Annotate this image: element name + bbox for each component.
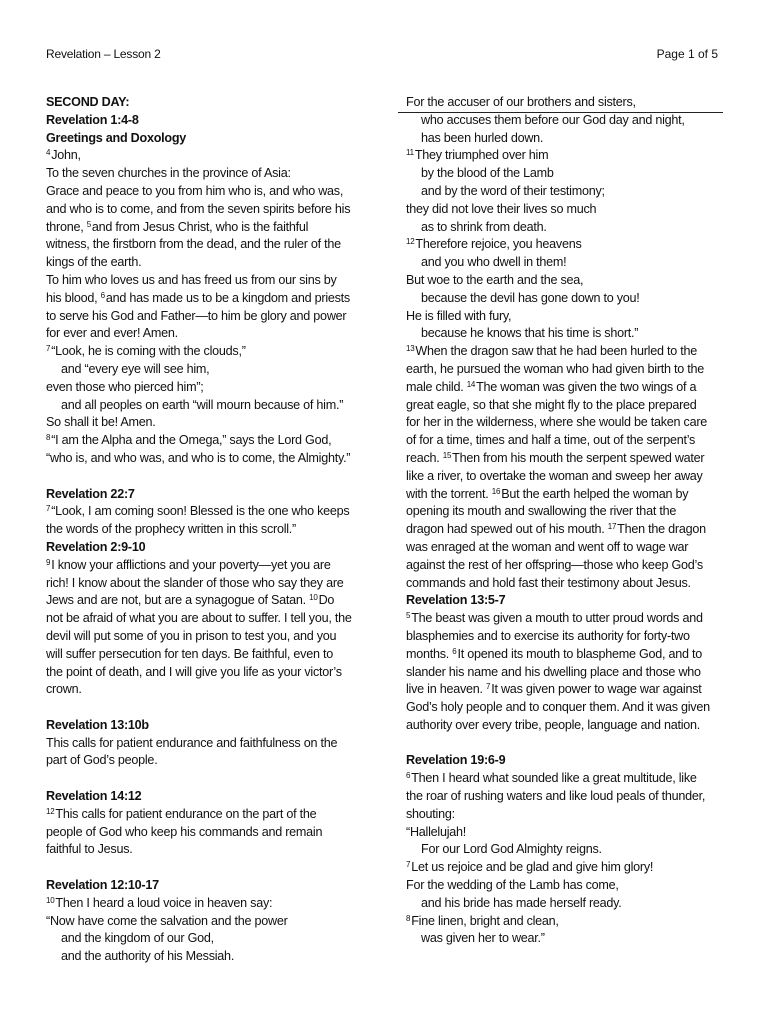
line-text: Then the dragon [617, 522, 706, 537]
line-text: and the authority of his Messiah. [61, 949, 235, 964]
line-text: male child. [406, 379, 467, 394]
text-line [406, 930, 726, 948]
line-text: God’s holy people and to conquer them. And it was given [406, 700, 710, 715]
text-line [406, 201, 726, 219]
line-text: Grace and peace to you from him who is, and who was, [46, 183, 344, 198]
text-line [46, 557, 358, 575]
verse-number: 7 [46, 344, 51, 354]
text-line [406, 717, 726, 735]
text-line [46, 308, 358, 326]
line-text: of for a time, times and half a time, out of the serpent’s [406, 433, 696, 448]
text-line [406, 646, 726, 664]
text-line [46, 450, 358, 468]
text-line [406, 450, 726, 468]
verse-number: 12 [46, 806, 55, 816]
line-text: for her in the wilderness, where she would be taken care [406, 415, 708, 430]
text-line [406, 397, 726, 415]
text-line [46, 503, 358, 521]
line-text: as to shrink from death. [421, 219, 547, 234]
line-text: Do [318, 593, 335, 608]
section-heading [46, 717, 358, 735]
verse-number: 8 [406, 913, 411, 923]
line-text: will suffer persecution for ten days. Be faithful, even to [46, 646, 333, 661]
text-line [46, 628, 358, 646]
text-line [46, 183, 358, 201]
running-header-title: Revelation – Lesson 2 [46, 47, 161, 61]
line-text: “who is, and who was, and who is to come, the Almighty.” [46, 450, 351, 465]
line-text: Revelation 12:10-17 [46, 878, 159, 893]
text-line [406, 486, 726, 504]
verse-number: 10 [46, 895, 55, 905]
text-line [406, 290, 726, 308]
section-heading [46, 130, 358, 148]
text-line [406, 824, 726, 842]
text-line [406, 183, 726, 201]
left-column [46, 94, 358, 966]
line-text: the words of the prophecy written in this scroll.” [46, 522, 296, 537]
verse-number: 17 [607, 522, 617, 532]
text-line [46, 806, 358, 824]
line-text: So shall it be! Amen. [46, 415, 156, 430]
text-line [406, 681, 726, 699]
line-text: “Hallelujah! [406, 824, 466, 839]
text-line [406, 379, 726, 397]
text-line [46, 913, 358, 931]
text-line [46, 147, 358, 165]
line-text: and you who dwell in them! [421, 255, 567, 270]
verse-number: 9 [46, 557, 51, 567]
page-number: Page 1 of 5 [656, 47, 718, 61]
verse-number: 10 [309, 593, 318, 603]
text-line [406, 147, 726, 165]
text-line [46, 752, 358, 770]
line-text: For the accuser of our brothers and sisters, [406, 95, 636, 109]
line-text: Revelation 1:4-8 [46, 112, 139, 127]
verse-number: 16 [491, 486, 501, 496]
line-text: and has made us to be a kingdom and priests [105, 290, 350, 305]
text-line [46, 397, 358, 415]
text-line [406, 610, 726, 628]
text-line [46, 290, 358, 308]
verse-number: 7 [46, 504, 51, 514]
section-heading [406, 752, 726, 770]
line-text: they did not love their lives so much [406, 201, 597, 216]
verse-number: 5 [86, 219, 91, 229]
line-text: with the torrent. [406, 486, 492, 501]
text-line [406, 468, 726, 486]
text-line [406, 272, 726, 290]
text-line [406, 895, 726, 913]
line-text: This calls for patient endurance and faithfulness on the [46, 735, 338, 750]
text-line [46, 432, 358, 450]
line-text: blasphemies and to exercise its authority for forty-two [406, 628, 690, 643]
text-line [406, 432, 726, 450]
line-text: reach. [406, 450, 443, 465]
text-line [46, 219, 358, 237]
text-line [46, 201, 358, 219]
line-text: crown. [46, 682, 82, 697]
line-text: and who is to come, and from the seven spirits before his [46, 201, 351, 216]
line-text: because he knows that his time is short.” [421, 326, 639, 341]
verse-number: 7 [486, 682, 491, 692]
verse-number: 5 [406, 611, 411, 621]
text-line [406, 806, 726, 824]
section-heading [46, 486, 358, 504]
line-text: shouting: [406, 806, 455, 821]
line-text: throne, [46, 219, 87, 234]
line-text: the roar of rushing waters and like loud peals of thunder, [406, 789, 706, 804]
verse-number: 11 [406, 148, 414, 158]
line-text: Then I heard a loud voice in heaven say: [55, 895, 273, 910]
text-line [406, 503, 726, 521]
line-text: It opened its mouth to blaspheme God, and to [457, 646, 703, 661]
line-text: against the rest of her offspring—those who keep God’s [406, 557, 703, 572]
line-text: Revelation 13:5-7 [406, 593, 506, 608]
text-line [406, 628, 726, 646]
line-text: to serve his God and Father—to him be glory and power [46, 308, 347, 323]
line-text: opening its mouth and swallowing the river that the [406, 504, 677, 519]
line-text: Jews and are not, but are a synagogue of Satan. [46, 593, 310, 608]
text-line [46, 343, 358, 361]
line-text: It was given power to wage war against [491, 682, 702, 697]
text-line [406, 664, 726, 682]
line-text: authority over every tribe, people, language and nation. [406, 717, 701, 732]
line-text: who accuses them before our God day and night, [421, 112, 685, 127]
text-line [406, 361, 726, 379]
line-text: months. [406, 646, 453, 661]
text-line [46, 414, 358, 432]
line-text: Revelation 13:10b [46, 717, 149, 732]
line-text: and “every eye will see him, [61, 361, 210, 376]
line-text: Greetings and Doxology [46, 130, 187, 145]
line-text: rich! I know about the slander of those who say they are [46, 575, 344, 590]
text-line [46, 664, 358, 682]
line-text: “Now have come the salvation and the power [46, 913, 288, 928]
text-line [406, 859, 726, 877]
line-text: and all peoples on earth “will mourn because of him.” [61, 397, 344, 412]
line-text: Revelation 2:9-10 [46, 539, 146, 554]
text-line [406, 325, 726, 343]
text-line [46, 930, 358, 948]
section-heading [46, 788, 358, 806]
line-text: witness, the firstborn from the dead, and the ruler of the [46, 237, 341, 252]
text-line [46, 521, 358, 539]
text-line [406, 94, 726, 112]
line-text: because the devil has gone down to you! [421, 290, 640, 305]
line-text: To the seven churches in the province of Asia: [46, 166, 291, 181]
verse-number: 8 [46, 433, 51, 443]
verse-number: 7 [406, 860, 411, 870]
text-line [46, 681, 358, 699]
text-line [46, 895, 358, 913]
text-line [406, 788, 726, 806]
text-line [46, 361, 358, 379]
text-line [406, 699, 726, 717]
line-text: people of God who keep his commands and remain [46, 824, 323, 839]
line-text: dragon had spewed out of his mouth. [406, 522, 608, 537]
line-text: for ever and ever! Amen. [46, 326, 178, 341]
text-line [406, 575, 726, 593]
line-text: slander his name and his dwelling place and those who [406, 664, 701, 679]
text-line [406, 112, 726, 130]
verse-number: 6 [452, 646, 457, 656]
text-line [46, 646, 358, 664]
text-line [46, 325, 358, 343]
line-text: faithful to Jesus. [46, 842, 133, 857]
text-line [406, 877, 726, 895]
text-line [46, 592, 358, 610]
line-text: live in heaven. [406, 682, 487, 697]
line-text: part of God’s people. [46, 753, 158, 768]
text-line [406, 308, 726, 326]
line-text: Revelation 14:12 [46, 789, 142, 804]
text-line [406, 219, 726, 237]
line-text: “Look, he is coming with the clouds,” [51, 344, 246, 359]
text-line [46, 254, 358, 272]
text-line [406, 236, 726, 254]
line-text: Fine linen, bright and clean, [411, 913, 559, 928]
text-line [406, 165, 726, 183]
text-line [46, 824, 358, 842]
verse-number: 4 [46, 148, 51, 158]
line-text: the point of death, and I will give you life as your victor’s [46, 664, 342, 679]
section-heading [46, 94, 358, 112]
line-text: even those who pierced him”; [46, 379, 204, 394]
line-text: was enraged at the woman and went off to wage war [406, 539, 689, 554]
text-line [46, 165, 358, 183]
line-text: “Look, I am coming soon! Blessed is the one who keeps [51, 504, 350, 519]
line-text: and his bride has made herself ready. [421, 895, 622, 910]
verse-number: 6 [100, 290, 105, 300]
line-text: Therefore rejoice, you heavens [415, 237, 582, 252]
line-text: commands and hold fast their testimony about Jesus. [406, 575, 691, 590]
line-text: They triumphed over him [414, 148, 549, 163]
text-line [46, 735, 358, 753]
line-text: kings of the earth. [46, 255, 142, 270]
line-text: by the blood of the Lamb [421, 166, 554, 181]
text-line [46, 379, 358, 397]
text-line [46, 575, 358, 593]
line-text: For our Lord God Almighty reigns. [421, 842, 602, 857]
line-text: This calls for patient endurance on the part of the [55, 806, 317, 821]
line-text: like a river, to overtake the woman and sweep her away [406, 468, 703, 483]
section-heading [46, 112, 358, 130]
line-text: Revelation 19:6-9 [406, 753, 506, 768]
text-line [406, 841, 726, 859]
text-line [46, 841, 358, 859]
text-line [46, 236, 358, 254]
line-text: SECOND DAY: [46, 95, 130, 109]
line-text: I know your afflictions and your poverty—yet you are [51, 557, 331, 572]
line-text: Revelation 22:7 [46, 486, 135, 501]
verse-number: 15 [442, 450, 452, 460]
line-text: But the earth helped the woman by [501, 486, 689, 501]
line-text: Then I heard what sounded like a great multitude, like [411, 771, 697, 786]
verse-number: 14 [466, 379, 476, 389]
line-text: Then from his mouth the serpent spewed water [452, 450, 705, 465]
text-line [406, 521, 726, 539]
line-text: has been hurled down. [421, 130, 544, 145]
text-line [406, 414, 726, 432]
text-line [46, 272, 358, 290]
line-text: He is filled with fury, [406, 308, 512, 323]
text-line [406, 254, 726, 272]
section-heading [46, 877, 358, 895]
line-text: For the wedding of the Lamb has come, [406, 878, 619, 893]
line-text: The beast was given a mouth to utter proud words and [411, 611, 703, 626]
line-text: When the dragon saw that he had been hurled to the [415, 344, 697, 359]
line-text: great eagle, so that she might fly to the place prepared [406, 397, 697, 412]
line-text: and by the word of their testimony; [421, 183, 605, 198]
line-text: The woman was given the two wings of a [476, 379, 697, 394]
line-text: not be afraid of what you are about to suffer. I tell you, the [46, 611, 352, 626]
line-text: devil will put some of you in prison to test you, and you [46, 628, 337, 643]
line-text: To him who loves us and has freed us from our sins by [46, 272, 337, 287]
text-line [46, 610, 358, 628]
verse-number: 13 [406, 344, 415, 354]
line-text: “I am the Alpha and the Omega,” says the Lord God, [51, 433, 332, 448]
text-line [406, 539, 726, 557]
line-text: Let us rejoice and be glad and give him glory! [411, 860, 654, 875]
section-heading [46, 539, 358, 557]
line-text: and from Jesus Christ, who is the faithful [91, 219, 309, 234]
text-line [406, 343, 726, 361]
verse-number: 12 [406, 237, 415, 247]
text-line [406, 557, 726, 575]
text-line [406, 913, 726, 931]
text-line [406, 130, 726, 148]
text-line [406, 770, 726, 788]
line-text: was given her to wear.” [421, 931, 545, 946]
line-text: earth, he pursued the woman who had given birth to the [406, 361, 705, 376]
verse-number: 6 [406, 771, 411, 781]
line-text: But woe to the earth and the sea, [406, 272, 584, 287]
right-column [406, 94, 726, 948]
line-text: his blood, [46, 290, 101, 305]
line-text: and the kingdom of our God, [61, 931, 214, 946]
text-line [46, 948, 358, 966]
line-text: John, [51, 148, 81, 163]
section-heading [406, 592, 726, 610]
